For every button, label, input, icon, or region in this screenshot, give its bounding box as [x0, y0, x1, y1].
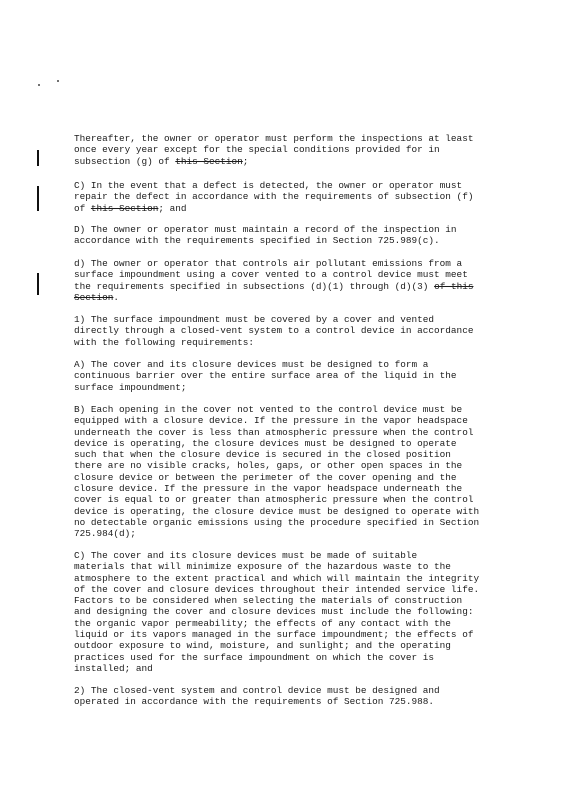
text-line — [74, 203, 514, 214]
text-line — [74, 224, 514, 235]
struck-text: this Section — [175, 155, 243, 167]
paragraph-a-continuous-barrier — [74, 359, 514, 393]
text-line — [74, 696, 514, 707]
struck-text: this Section — [90, 202, 159, 214]
text-segment: . — [113, 291, 120, 303]
text-segment: device is operating, the closure device must be designed to operate with — [74, 505, 480, 517]
text-line — [74, 494, 514, 505]
text-segment: subsection (g) of — [74, 155, 176, 167]
text-line — [74, 584, 514, 595]
text-segment: with the following requirements: — [74, 336, 255, 348]
text-segment: such that when the closure device is secured in the closed position — [74, 449, 451, 461]
text-segment: Thereafter, the owner or operator must perform the inspections at least — [74, 133, 474, 144]
paragraph-c-defect-repair — [74, 180, 514, 214]
text-segment: underneath the cover is less than atmospheric pressure when the control — [74, 426, 474, 438]
text-line — [74, 472, 514, 483]
paragraph-2-closed-vent — [74, 685, 514, 708]
text-line — [74, 483, 514, 494]
scan-speck — [57, 80, 59, 82]
text-segment: C) The cover and its closure devices must be made of suitable — [74, 550, 418, 561]
text-segment: once every year except for the special conditions provided for in — [74, 144, 440, 156]
text-segment: the organic vapor permeability; the effects of any contact with the — [74, 617, 451, 629]
text-line — [74, 292, 514, 303]
change-bar — [37, 150, 39, 166]
paragraph-thereafter — [74, 133, 514, 167]
text-line — [74, 191, 514, 202]
text-segment: accordance with the requirements specified in Section 725.989(c). — [74, 235, 440, 247]
text-line — [74, 258, 514, 269]
text-segment: directly through a closed-vent system to a control device in accordance — [74, 325, 474, 337]
text-line — [74, 449, 514, 460]
text-segment: closure device or between the perimeter of the cover opening and the — [74, 471, 457, 483]
struck-text: Section — [74, 291, 114, 303]
text-segment: repair the defect in accordance with the requirements of subsection (f) — [74, 191, 474, 203]
text-segment: 725.984(d); — [74, 528, 136, 540]
text-segment: there are no visible cracks, holes, gaps, or other open spaces in the — [74, 460, 463, 472]
text-line — [74, 180, 514, 191]
text-segment: Factors to be considered when selecting the materials of construction — [74, 595, 463, 607]
text-segment: materials that will minimize exposure of the hazardous waste to the — [74, 561, 451, 573]
paragraph-b-closure-device — [74, 404, 514, 540]
text-segment: the requirements specified in subsections (d)(1) through (d)(3) — [74, 280, 435, 292]
text-line — [74, 640, 514, 651]
text-line — [74, 438, 514, 449]
text-segment: device is operating, the closure devices must be designed to operate — [74, 437, 457, 449]
text-line — [74, 314, 514, 325]
paragraph-d-record — [74, 224, 514, 247]
text-segment: no detectable organic emissions using the procedure specified in Section — [74, 516, 480, 528]
text-segment: of — [74, 202, 91, 214]
text-line — [74, 235, 514, 246]
text-segment: A) The cover and its closure devices must be designed to form a — [74, 359, 429, 370]
text-line — [74, 663, 514, 674]
text-line — [74, 550, 514, 561]
text-segment: outdoor exposure to wind, moisture, and sunlight; and the operating — [74, 640, 451, 652]
scan-speck — [38, 84, 40, 86]
text-line — [74, 528, 514, 539]
text-segment: installed; and — [74, 662, 153, 674]
text-line — [74, 618, 514, 629]
text-line — [74, 156, 514, 167]
text-line — [74, 281, 514, 292]
text-line — [74, 144, 514, 155]
text-segment: B) Each opening in the cover not vented to the control device must be — [74, 404, 463, 415]
change-bar — [37, 273, 39, 295]
text-segment: liquid or its vapors managed in the surface impoundment; the effects of — [74, 629, 474, 641]
text-segment: cover is equal to or greater than atmospheric pressure when the control — [74, 494, 474, 506]
paragraph-d-vented-cover — [74, 258, 514, 303]
text-segment: D) The owner or operator must maintain a record of the inspection in — [74, 224, 457, 235]
text-segment: closure device. If the pressure in the vapor headspace underneath the — [74, 483, 463, 495]
text-segment: of the cover and closure devices throughout their intended service life. — [74, 583, 480, 595]
text-line — [74, 133, 514, 144]
text-segment: continuous barrier over the entire surface area of the liquid in the — [74, 370, 457, 382]
text-line — [74, 573, 514, 584]
text-line — [74, 427, 514, 438]
text-segment: atmosphere to the extent practical and which will maintain the integrity — [74, 572, 480, 584]
text-line — [74, 629, 514, 640]
text-line — [74, 337, 514, 348]
text-line — [74, 404, 514, 415]
text-segment: ; — [242, 155, 249, 167]
text-line — [74, 561, 514, 572]
text-line — [74, 460, 514, 471]
text-segment: ; and — [158, 202, 187, 214]
struck-text: of this — [434, 280, 474, 292]
text-segment: surface impoundment; — [74, 381, 187, 393]
text-line — [74, 506, 514, 517]
text-line — [74, 370, 514, 381]
text-segment: d) The owner or operator that controls air pollutant emissions from a — [74, 258, 463, 269]
text-line — [74, 652, 514, 663]
text-line — [74, 685, 514, 696]
text-line — [74, 517, 514, 528]
text-segment: and designing the cover and closure devices must include the following: — [74, 606, 474, 618]
text-line — [74, 269, 514, 280]
text-line — [74, 415, 514, 426]
text-line — [74, 382, 514, 393]
paragraph-c-materials — [74, 550, 514, 674]
text-line — [74, 359, 514, 370]
text-line — [74, 595, 514, 606]
change-bar — [37, 186, 39, 211]
text-segment: equipped with a closure device. If the pressure in the vapor headspace — [74, 415, 468, 427]
paragraph-1-surface-impoundment — [74, 314, 514, 348]
text-segment: operated in accordance with the requirements of Section 725.988. — [74, 696, 435, 708]
text-segment: 1) The surface impoundment must be covered by a cover and vented — [74, 314, 435, 325]
text-segment: 2) The closed-vent system and control device must be designed and — [74, 685, 440, 696]
text-line — [74, 325, 514, 336]
text-line — [74, 606, 514, 617]
text-segment: C) In the event that a defect is detected, the owner or operator must — [74, 180, 463, 191]
text-segment: practices used for the surface impoundment on which the cover is — [74, 651, 435, 663]
text-segment: surface impoundment using a cover vented to a control device must meet — [74, 269, 468, 281]
